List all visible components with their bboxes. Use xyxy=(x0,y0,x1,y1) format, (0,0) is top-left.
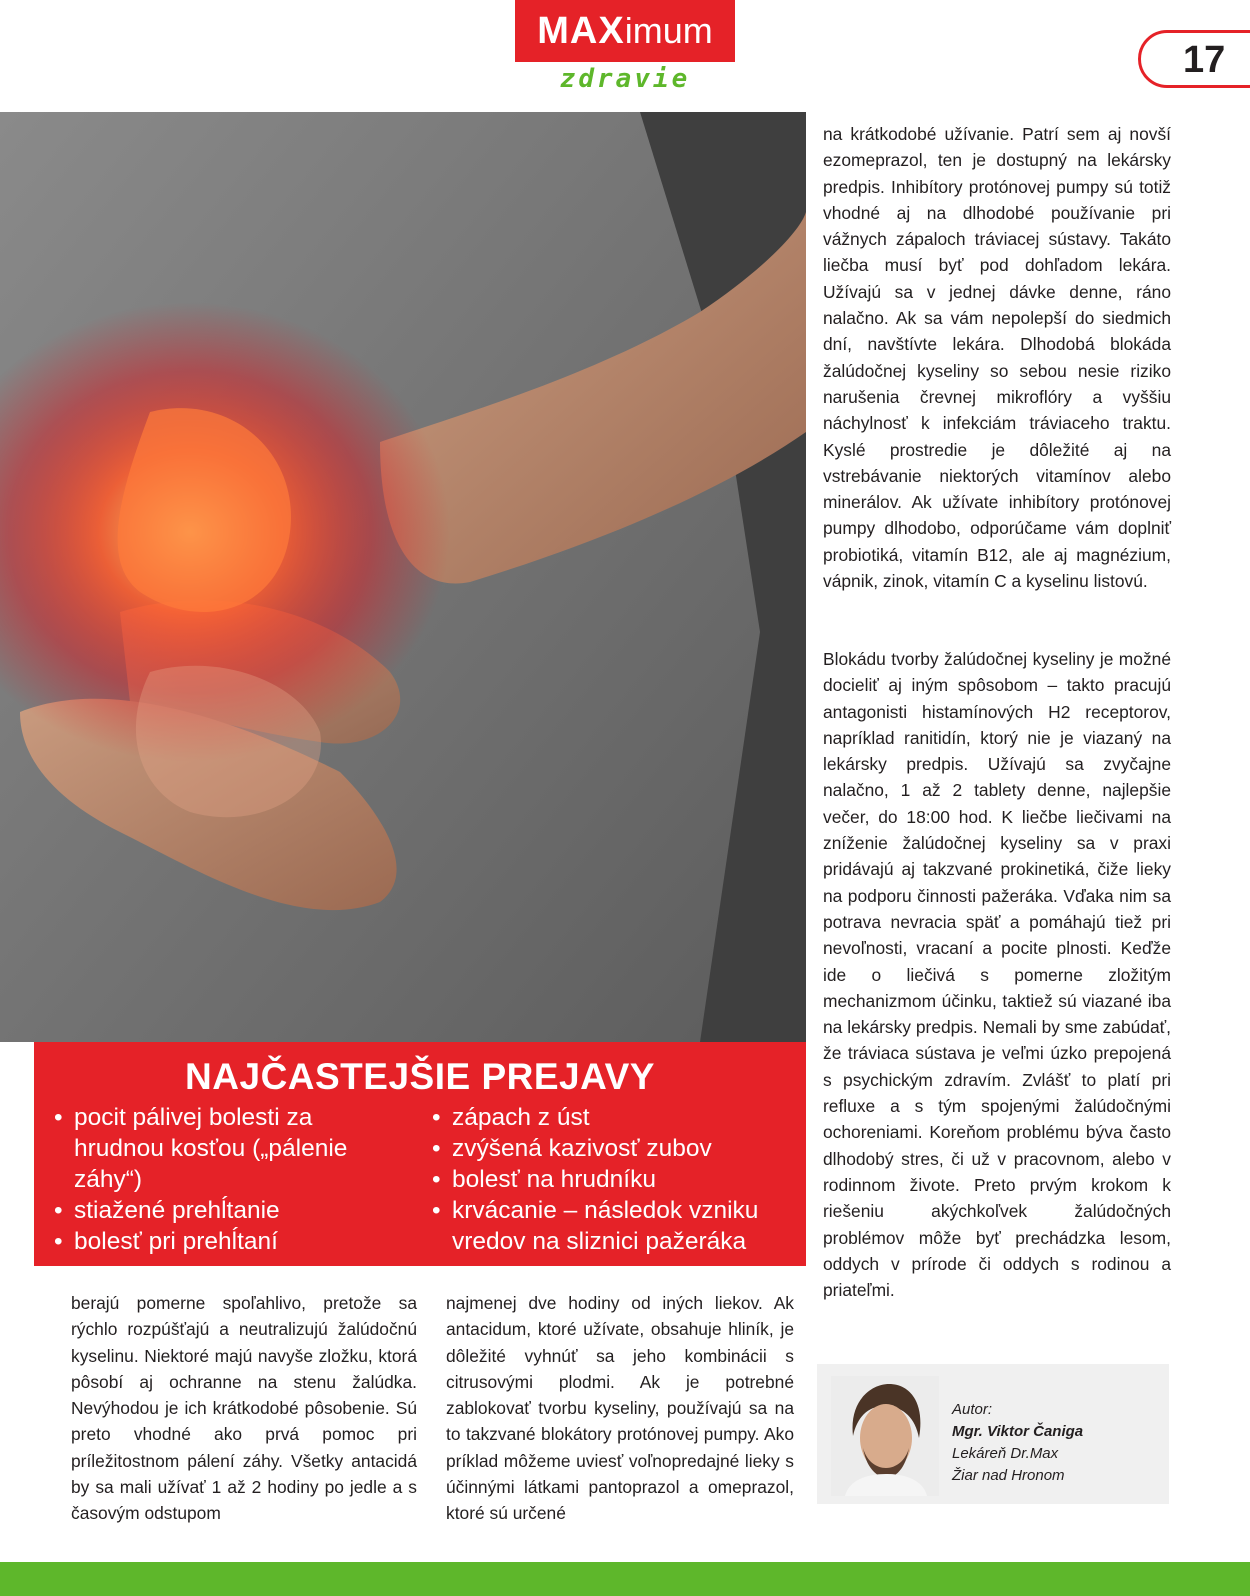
list-item: • pocit pálivej bolesti za hrudnou kosťou („pálenie záhy“) xyxy=(54,1102,394,1195)
author-portrait-icon xyxy=(831,1376,939,1496)
article-paragraph-4: Blokádu tvorby žalúdočnej kyseliny je možné docieliť aj iným spôsobom – takto pracujú antagonisti histamínových H2 receptorov, napríklad ranitidín, ktorý nie je viazaný na lekársky predpis. Užívajú sa zvyčajne nalačno, 1 až 2 tablety denne, najlepšie večer, do 18:00 hod. K liečbe liečivami na zníženie žalúdočnej kyseliny sa v praxi pridávajú aj takzvané prokinetiká, čiže lieky na podporu činnosti pažeráka. Vďaka nim sa potrava nevracia späť a pomáhajú tiež pri nevoľnosti, vracaní a pocite plnosti. Keďže ide o liečivá s pomerne zložitým mechanizmom účinku, taktiež sú viazané iba na lekársky predpis. Nemali by sme zabúdať, že tráviaca sústava je veľmi úzko prepojená s psychickým zdravím. Zvlášť to platí pri refluxe a s tým spojenými žalúdočnými ochoreniami. Koreňom problému býva často dlhodobý stres, či už v pracovnom, alebo v rodinnom živote. Preto prvým krokom k riešeniu akýchkoľvek žalúdočných problémov môže byť prechádzka lesom, oddych v prírode či oddych s rodinou a priateľmi. xyxy=(823,649,1171,1301)
stomach-pain-photo xyxy=(0,112,806,1042)
list-item: • bolesť pri prehĺtaní xyxy=(54,1226,394,1257)
article-paragraph-1: berajú pomerne spoľahlivo, pretože sa rýchlo rozpúšťajú a neutralizujú žalúdočnú kyselinu. Niektoré majú navyše zložku, ktorá pôsobí aj ochranne na stenu žalúdka. Nevýhodou je ich krátkodobé pôsobenie. Sú preto vhodné ako prvá pomoc pri príležitostnom pálení záhy. Všetky antacidá by sa mali užívať 1 až 2 hodiny po jedle a s časovým odstupom xyxy=(71,1293,417,1524)
stomach-illustration xyxy=(0,112,806,1042)
author-label: Autor: xyxy=(952,1401,993,1418)
author-city: Žiar nad Hronom xyxy=(952,1467,1065,1484)
author-pharmacy: Lekáreň Dr.Max xyxy=(952,1445,1059,1462)
symptoms-title: NAJČASTEJŠIE PREJAVY xyxy=(185,1056,655,1097)
author-info xyxy=(952,1399,1083,1487)
page-number: 17 xyxy=(1183,39,1226,81)
author-box xyxy=(817,1364,1169,1504)
list-item: • bolesť na hrudníku xyxy=(432,1164,802,1195)
symptoms-list-left xyxy=(54,1102,394,1257)
symptoms-panel xyxy=(34,1042,806,1266)
article-paragraph-3: na krátkodobé užívanie. Patrí sem aj novší ezomeprazol, ten je dostupný na lekársky predpis. Inhibítory protónovej pumpy sú totiž vhodné aj na dlhodobé používanie pri vážnych zápaloch tráviacej sústavy. Takáto liečba musí byť pod dohľadom lekára. Užívajú sa v jednej dávke denne, ráno nalačno. Ak sa vám nepolepší do siedmich dní, navštívte lekára. Dlhodobá blokáda žalúdočnej kyseliny so sebou nesie riziko narušenia črevnej mikroflóry a vyššiu náchylnosť k infekciám tráviaceho traktu. Kyslé prostredie je dôležité aj na vstrebávanie niektorých vitamínov alebo minerálov. Ak užívate inhibítory protónovej pumpy dlhodobo, odporúčame vám doplniť probiotiká, vitamín B12, ale aj magnézium, vápnik, zinok, vitamín C a kyselinu listovú. xyxy=(823,124,1171,592)
symptoms-list-right xyxy=(432,1102,802,1257)
list-item: • krvácanie – následok vzniku vredov na sliznici pažeráka xyxy=(432,1195,802,1257)
logo-imum-text: imum xyxy=(624,10,713,51)
author-photo xyxy=(831,1376,939,1496)
page-number-badge xyxy=(1138,30,1250,88)
article-paragraph-2: najmenej dve hodiny od iných liekov. Ak antacidum, ktoré užívate, obsahuje hliník, je dôležité vyhnúť sa jeho kombinácii s citrusovými plodmi. Ak je potrebné zablokovať tvorbu kyseliny, používajú sa na to takzvané blokátory protónovej pumpy. Ako príklad môžeme uviesť voľnopredajné lieky s účinnými látkami pantoprazol a omeprazol, ktoré sú určené xyxy=(446,1293,794,1524)
brand-logo xyxy=(515,0,735,62)
author-name: Mgr. Viktor Čaniga xyxy=(952,1423,1084,1440)
footer-bar xyxy=(0,1562,1250,1596)
logo-subtitle: zdravie xyxy=(559,64,691,94)
list-item: • zvýšená kazivosť zubov xyxy=(432,1133,802,1164)
list-item: • stiažené prehĺtanie xyxy=(54,1195,394,1226)
logo-max-text: MAX xyxy=(537,9,625,52)
list-item: • zápach z úst xyxy=(432,1102,802,1133)
